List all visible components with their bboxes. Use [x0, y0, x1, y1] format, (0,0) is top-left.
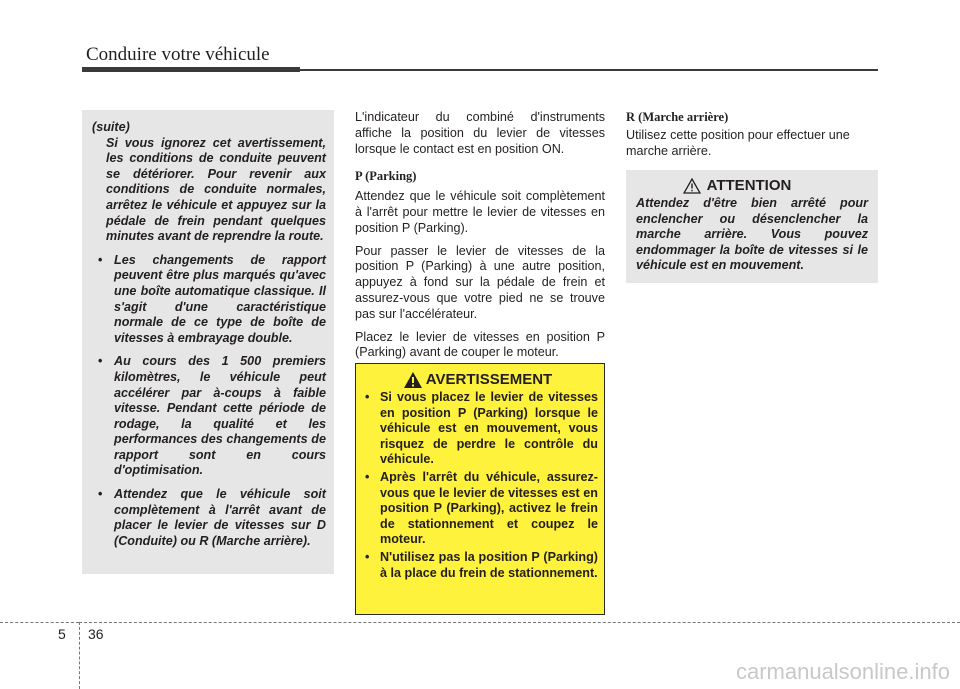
note-item-3: • Attendez que le véhicule soit complètement à l'arrêt avant de placer le levier de vitesses sur D (Conduite) ou R (Marche arrière). [90, 487, 326, 549]
middle-column [355, 110, 605, 368]
continued-note-box [82, 110, 334, 574]
chapter-number: 5 [58, 626, 66, 642]
parking-subheading: P (Parking) [355, 169, 417, 184]
page-number: 36 [88, 626, 104, 642]
attention-box [626, 170, 878, 283]
warning-box [355, 363, 605, 615]
footer-rule-right [79, 622, 960, 623]
warning-title: AVERTISSEMENT [425, 371, 553, 389]
warning-header [364, 372, 598, 388]
header-bar [82, 67, 300, 72]
footer-divider [79, 622, 80, 689]
header-rule [300, 69, 878, 71]
watermark: carmanualsonline.info [735, 659, 950, 684]
continued-intro: Si vous ignorez cet avertissement, les conditions de conduite peuvent se détériorer. Pour revenir aux conditions de conduite normales, arrêtez le véhicule et appuyez sur la pédale de frein pendant quelques minutes avant de reprendre la route. [106, 135, 326, 244]
warning-triangle-icon [404, 372, 422, 388]
parking-paragraph-1: Attendez que le véhicule soit complètement à l'arrêt pour mettre le levier de vitesses en position P (Parking). [355, 189, 605, 235]
warning-list [364, 390, 598, 581]
note-item-1: • Les changements de rapport peuvent être plus marqués qu'avec une boîte automatique classique. Il s'agit d'une caractéristique normale de ce type de boîte de vitesses à embrayage double. [90, 253, 326, 347]
warning-item-1: • Si vous placez le levier de vitesses en position P (Parking) lorsque le véhicule est en mouvement, vous risquez de perdre le contrôle du véhicule. [364, 390, 598, 468]
reverse-paragraph: Utilisez cette position pour effectuer une marche arrière. [626, 127, 850, 158]
attention-text: Attendez d'être bien arrêté pour enclencher ou désenclencher la marche arrière. Vous pouvez endommager la boîte de vitesses si le véhicule est en mouvement. [636, 196, 868, 273]
page-header-title: Conduire votre véhicule [86, 44, 270, 65]
warning-item-2: • Après l'arrêt du véhicule, assurez-vous que le levier de vitesses est en position P (Parking), activez le frein de stationnement et coupez le moteur. [364, 470, 598, 548]
note-item-2: • Au cours des 1 500 premiers kilomètres, le véhicule peut accélérer par à-coups à faible vitesse. Pendant cette période de rodage, la qualité et les performances des changements de rapport sont en cours d'optimisation. [90, 354, 326, 479]
warning-item-3: • N'utilisez pas la position P (Parking) à la place du frein de stationnement. [364, 550, 598, 581]
footer-rule-left [0, 622, 79, 623]
parking-paragraph-3: Placez le levier de vitesses en position P (Parking) avant de couper le moteur. [355, 329, 605, 360]
right-column [626, 110, 878, 159]
reverse-subheading: R (Marche arrière) [626, 110, 729, 124]
suite-label: (suite) [92, 120, 130, 134]
attention-header [636, 178, 868, 194]
parking-paragraph-2: Pour passer le levier de vitesses de la position P (Parking) à une autre position, appuyez à fond sur la pédale de frein et assurez-vous que votre pied ne se trouve pas sur l'accélérateur. [355, 243, 605, 321]
attention-title: ATTENTION [706, 177, 792, 195]
note-list [90, 253, 326, 550]
caution-triangle-icon [683, 178, 701, 194]
indicator-paragraph: L'indicateur du combiné d'instruments affiche la position du levier de vitesses lorsque le contact est en position ON. [355, 110, 605, 156]
